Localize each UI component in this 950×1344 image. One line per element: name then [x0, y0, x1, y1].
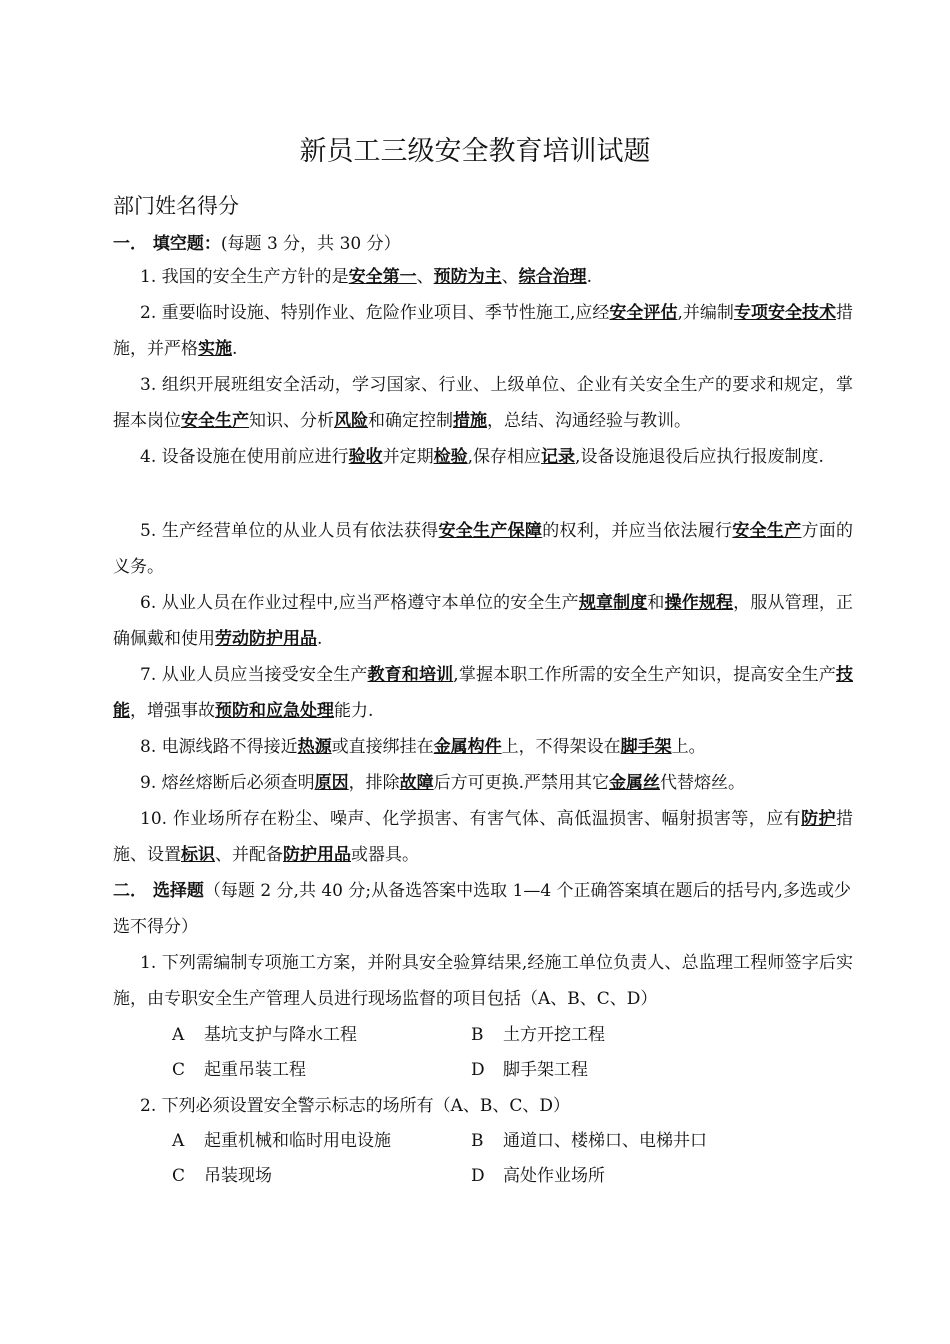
- question-text: 从业人员在作业过程中,应当严格遵守本单位的安全生产: [156, 593, 579, 613]
- answer-blank: 金属丝: [609, 773, 661, 793]
- question-text: ,并编制: [677, 303, 734, 323]
- question-text: 上，不得架设在: [501, 737, 621, 757]
- section-note: （每题 2 分,共 40 分;从备选答案中选取 1—4 个正确答案填在题后的括号内,多选或少选不得分）: [113, 881, 851, 937]
- fill-question-4: [113, 439, 853, 475]
- question-text: 或器具。: [351, 845, 419, 865]
- answer-blank: 金属构件: [433, 737, 502, 757]
- document-title: 新员工三级安全教育培训试题: [299, 136, 651, 167]
- option-c: [172, 1058, 306, 1082]
- question-text: 和: [647, 593, 665, 613]
- question-text: 、: [501, 267, 519, 287]
- answer-blank: 防护用品: [283, 845, 351, 865]
- question-text: 知识、分析: [249, 411, 334, 431]
- question-text: ，排除: [348, 773, 400, 793]
- question-text: 熔丝熔断后必须查明: [156, 773, 315, 793]
- option-d: [471, 1164, 605, 1188]
- option-letter: B: [471, 1131, 484, 1151]
- answer-blank: 预防和应急处理: [215, 701, 334, 721]
- answer-blank: 验收: [348, 447, 383, 467]
- answer-blank: 安全第一: [348, 267, 417, 287]
- question-text: 、: [416, 267, 434, 287]
- option-letter: C: [172, 1060, 186, 1080]
- question-text: ,掌握本职工作所需的安全生产知识，提高安全生产: [453, 665, 837, 685]
- question-text: 组织开展班组安全活动，学习国家、行业、上级单位、企业有关安全生产的要求和规定，掌握本岗位: [113, 375, 853, 431]
- question-text: 措施、设置: [113, 809, 854, 865]
- question-number: 5.: [140, 521, 157, 541]
- question-text: 下列必须设置安全警示标志的场所有（A、B、C、D）: [156, 1096, 571, 1116]
- answer-blank: 规章制度: [578, 593, 648, 613]
- question-text: ,设备设施退役后应执行报废制度.: [575, 447, 824, 467]
- fill-question-1: [113, 259, 853, 295]
- option-text: 土方开挖工程: [503, 1025, 605, 1045]
- option-d: [471, 1058, 588, 1082]
- fill-question-10: [113, 801, 853, 873]
- section-note: (每题 3 分，共 30 分）: [220, 234, 401, 254]
- question-text: 和确定控制: [368, 411, 453, 431]
- answer-blank: 风险: [334, 411, 368, 431]
- fill-question-3: [113, 367, 853, 439]
- answer-blank: 操作规程: [664, 593, 734, 613]
- question-number: 9.: [140, 773, 157, 793]
- question-text: 、并配备: [215, 845, 283, 865]
- answer-blank: 故障: [399, 773, 434, 793]
- answer-blank: 综合治理: [518, 267, 587, 287]
- question-text: 代替熔丝。: [660, 773, 746, 793]
- option-letter: B: [471, 1025, 484, 1045]
- question-text: 的权利，并应当依法履行: [542, 521, 733, 541]
- option-text: 通道口、楼梯口、电梯井口: [503, 1131, 707, 1151]
- option-letter: D: [471, 1060, 485, 1080]
- fill-question-5: [113, 513, 853, 585]
- question-number: 3.: [140, 375, 157, 395]
- answer-blank: 检验: [433, 447, 468, 467]
- question-number: 1.: [140, 953, 157, 973]
- question-text: 上。: [671, 737, 706, 757]
- choice-question-2: [113, 1088, 853, 1124]
- question-number: 4.: [140, 447, 157, 467]
- option-text: 吊装现场: [204, 1166, 272, 1186]
- question-number: 2.: [140, 303, 157, 323]
- fill-question-9: [113, 765, 853, 801]
- question-text: 后方可更换.严禁用其它: [433, 773, 610, 793]
- option-text: 起重机械和临时用电设施: [204, 1131, 391, 1151]
- question-number: 6.: [140, 593, 157, 613]
- question-text: .: [586, 267, 593, 287]
- question-text: 措施，并严格: [113, 303, 854, 359]
- option-text: 基坑支护与降水工程: [204, 1025, 357, 1045]
- option-text: 脚手架工程: [503, 1060, 588, 1080]
- answer-blank: 教育和培训: [367, 665, 454, 685]
- answer-blank: 措施: [453, 411, 487, 431]
- question-text: 并定期: [382, 447, 434, 467]
- question-number: 1.: [140, 267, 157, 287]
- option-letter: C: [172, 1166, 186, 1186]
- question-text: 设备设施在使用前应进行: [156, 447, 349, 467]
- question-number: 7.: [140, 665, 157, 685]
- question-text: 重要临时设施、特别作业、危险作业项目、季节性施工,应经: [156, 303, 610, 323]
- question-text: ，增强事故: [130, 701, 215, 721]
- option-b: [471, 1129, 707, 1153]
- option-text: 高处作业场所: [503, 1166, 605, 1186]
- question-text: .: [232, 339, 238, 359]
- option-letter: A: [172, 1131, 185, 1151]
- answer-blank: 安全生产: [732, 521, 802, 541]
- section-fill-blank-heading: [113, 226, 853, 262]
- option-letter: D: [471, 1166, 485, 1186]
- question-text: 能力.: [334, 701, 374, 721]
- section-title: 一． 填空题：: [113, 234, 221, 254]
- question-text: 我国的安全生产方针的是: [156, 267, 349, 287]
- option-text: 起重吊装工程: [204, 1060, 306, 1080]
- option-b: [471, 1023, 605, 1047]
- choice-question-1: [113, 945, 853, 1017]
- fill-question-8: [113, 729, 853, 765]
- fill-question-6: [113, 585, 853, 657]
- header-fields: 部门姓名得分: [113, 194, 239, 218]
- question-text: 从业人员应当接受安全生产: [156, 665, 368, 685]
- answer-blank: 标识: [181, 845, 215, 865]
- fill-question-2: [113, 295, 853, 367]
- answer-blank: 劳动防护用品: [215, 629, 317, 649]
- question-text: 作业场所存在粉尘、噪声、化学损害、有害气体、高低温损害、幅射损害等，应有: [167, 809, 802, 829]
- answer-blank: 记录: [541, 447, 576, 467]
- question-text: 电源线路不得接近: [156, 737, 298, 757]
- answer-blank: 防护: [801, 809, 837, 829]
- option-a: [172, 1129, 391, 1153]
- section-multiple-choice-heading: [113, 873, 853, 945]
- option-c: [172, 1164, 272, 1188]
- answer-blank: 技能: [113, 665, 854, 721]
- answer-blank: 原因: [314, 773, 349, 793]
- option-a: [172, 1023, 357, 1047]
- answer-blank: 专项安全技术: [733, 303, 837, 323]
- answer-blank: 安全生产: [181, 411, 249, 431]
- answer-blank: 预防为主: [433, 267, 502, 287]
- answer-blank: 实施: [198, 339, 232, 359]
- answer-blank: 脚手架: [620, 737, 672, 757]
- answer-blank: 安全评估: [609, 303, 678, 323]
- option-letter: A: [172, 1025, 185, 1045]
- fill-question-7: [113, 657, 853, 729]
- answer-blank: 热源: [297, 737, 332, 757]
- question-text: 方面的义务。: [113, 521, 854, 577]
- question-text: 下列需编制专项施工方案，并附具安全验算结果,经施工单位负责人、总监理工程师签字后实施，由专职安全生产管理人员进行现场监督的项目包括（A、B、C、D）: [113, 953, 853, 1009]
- question-number: 10.: [140, 809, 168, 829]
- question-text: 或直接绑挂在: [331, 737, 434, 757]
- question-text: ，总结、沟通经验与教训。: [487, 411, 691, 431]
- section-title: 二． 选择题: [113, 881, 204, 901]
- question-text: .: [317, 629, 323, 649]
- question-text: ,保存相应: [467, 447, 542, 467]
- question-number: 8.: [140, 737, 157, 757]
- question-text: 生产经营单位的从业人员有依法获得: [156, 521, 439, 541]
- question-text: ，服从管理，正确佩戴和使用: [113, 593, 854, 649]
- answer-blank: 安全生产保障: [438, 521, 543, 541]
- question-number: 2.: [140, 1096, 157, 1116]
